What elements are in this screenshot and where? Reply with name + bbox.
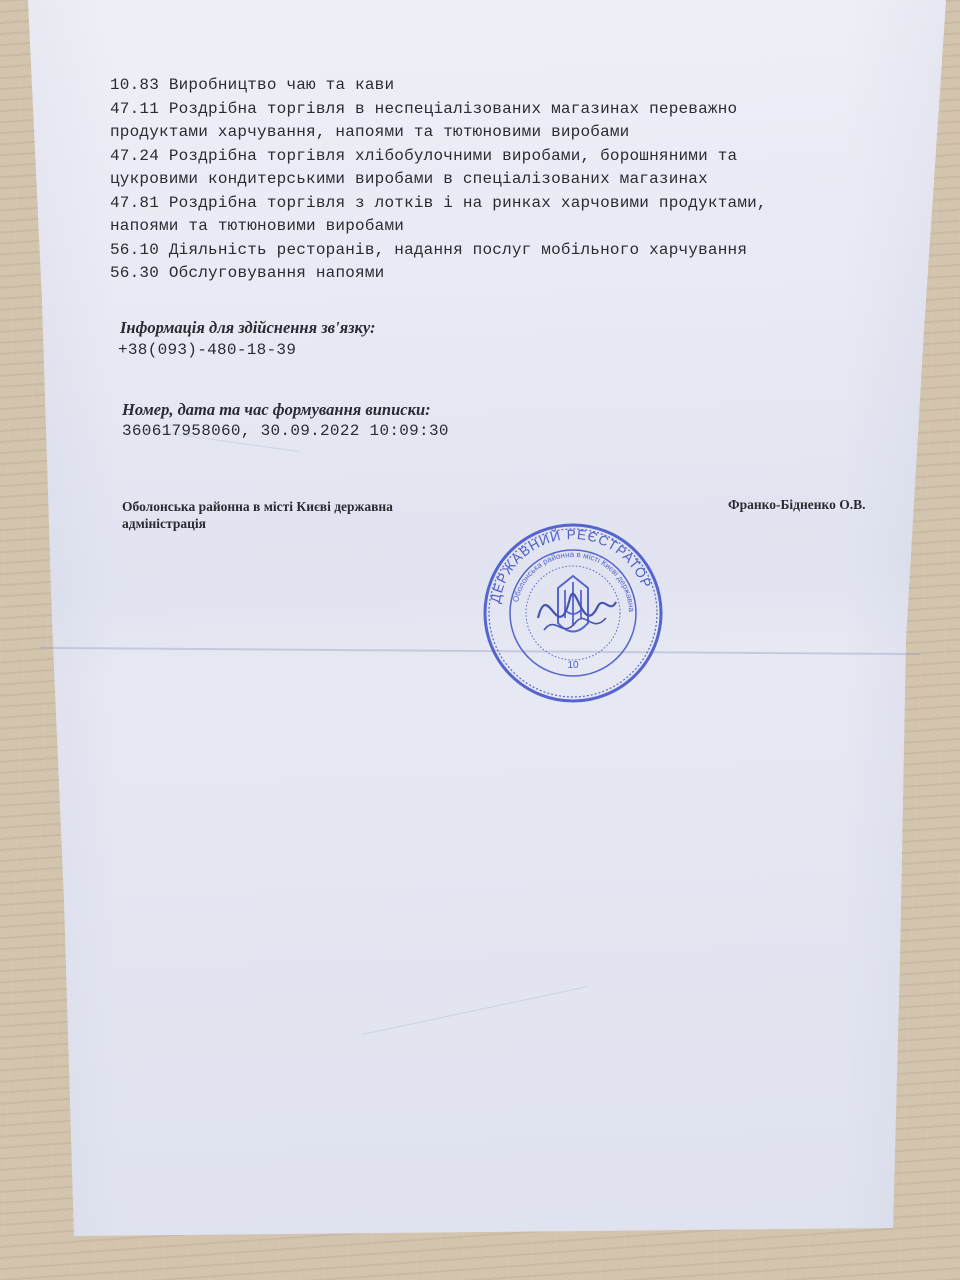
activity-code: 56.30	[110, 264, 160, 282]
activity-text: Роздрібна торгівля в неспеціалізованих магазинах переважно	[168, 99, 738, 118]
seal-inner-text: Оболонська районна в місті Києві державна	[511, 549, 637, 613]
seal-number: 10	[567, 660, 579, 671]
extract-label: Номер, дата та час формування виписки:	[122, 400, 431, 419]
authority-name	[122, 498, 452, 532]
activity-text-continued: цукровими кондитерськими виробами в спеціалізованих магазинах	[110, 170, 708, 188]
authority-line: Оболонська районна в місті Києві державна	[122, 499, 393, 514]
activity-code: 47.24	[110, 146, 160, 165]
authority-line: адміністрація	[122, 516, 206, 531]
activity-text: Виробництво чаю та кави	[168, 76, 395, 94]
activity-code: 10.83	[110, 76, 160, 94]
activity-code: 56.10	[110, 240, 160, 259]
activity-code: 47.81	[110, 193, 160, 212]
activity-item	[110, 239, 767, 263]
extract-value: 360617958060, 30.09.2022 10:09:30	[122, 422, 449, 440]
activity-item	[110, 262, 767, 286]
activity-text-continued: напоями та тютюновими виробами	[110, 217, 405, 235]
contact-label: Інформація для здійснення зв'язку:	[120, 318, 376, 337]
activity-item	[110, 98, 767, 145]
signature-stroke	[544, 618, 606, 630]
activity-item	[110, 145, 767, 192]
activity-text: Діяльність ресторанів, надання послуг мобільного харчування	[168, 240, 748, 259]
seal-outer-text: ДЕРЖАВНИЙ РЕЄСТРАТОР	[487, 526, 655, 605]
contact-phone: +38(093)-480-18-39	[118, 341, 297, 359]
signer-name: Франко-Бідненко О.В.	[728, 497, 866, 512]
activity-item	[110, 192, 767, 239]
activity-text: Роздрібна торгівля хлібобулочними виробами, борошняними та	[168, 146, 738, 165]
activity-code: 47.11	[110, 99, 160, 118]
activity-text-continued: продуктами харчування, напоями та тютюновими виробами	[110, 123, 630, 141]
activity-item	[110, 74, 767, 98]
activity-text: Роздрібна торгівля з лотків і на ринках харчовими продуктами,	[168, 193, 767, 212]
official-seal	[478, 518, 668, 708]
signature-stroke	[538, 594, 616, 618]
activity-list	[110, 74, 767, 286]
activity-text: Обслуговування напоями	[168, 264, 385, 282]
